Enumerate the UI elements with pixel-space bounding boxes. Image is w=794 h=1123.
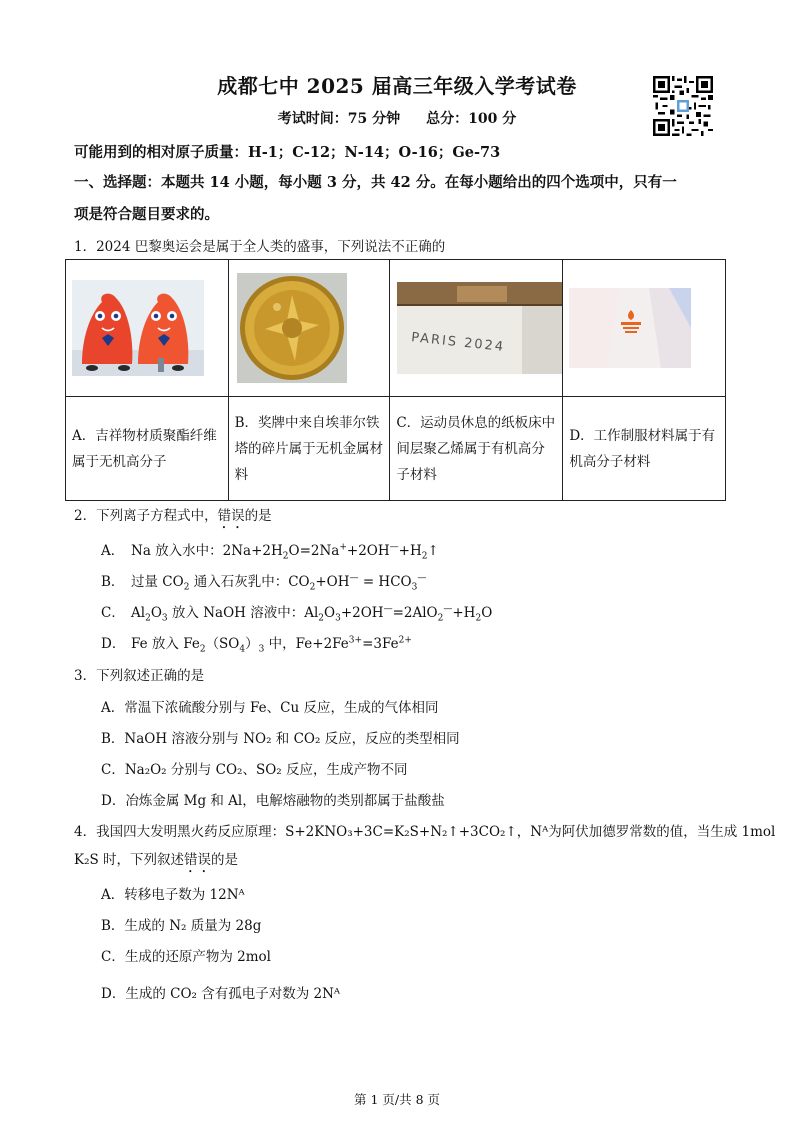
paris-2024-label: PARIS 2024 [410, 330, 507, 355]
q4-option-d: D．生成的 CO₂ 含有孤电子对数为 2Nᴬ [101, 986, 341, 1002]
q1-option-b: B．奖牌中来自埃菲尔铁塔的碎片属于无机金属材料 [228, 397, 390, 501]
section1-line2: 项是符合题目要求的。 [74, 206, 219, 223]
q3-option-b: B．NaOH 溶液分别与 NO₂ 和 CO₂ 反应，反应的类型相同 [101, 731, 460, 747]
q1-image-cell-d [563, 260, 726, 397]
medal-image [237, 273, 347, 383]
q4-option-b: B．生成的 N₂ 质量为 28g [101, 918, 262, 934]
page-footer: 第 1 页/共 8 页 [353, 1092, 440, 1107]
atomic-masses: 可能用到的相对原子质量：H-1；C-12；N-14；O-16；Ge-73 [74, 144, 501, 161]
q4-stem-line2: K₂S 时，下列叙述错误的是 [74, 852, 239, 868]
cardboard-bed-image [397, 282, 562, 374]
q3-option-c: C．Na₂O₂ 分别与 CO₂、SO₂ 反应，生成产物不同 [101, 762, 408, 778]
exam-title: 成都七中 2025 届高三年级入学考试卷 [217, 74, 577, 98]
q1-table [65, 259, 726, 501]
q1-image-cell-b [228, 260, 390, 397]
q4-stem-line1: 4．我国四大发明黑火药反应原理：S+2KNO₃+3C=K₂S+N₂↑+3CO₂↑，Nᴬ为阿伏加德罗常数的值，当生成 1mol [74, 824, 776, 840]
q2-option-d: D． Fe 放入 $Fe_2(SO_4)_3$ 中，$Fe+2Fe^{3+}=3Fe^{2+}$ [101, 635, 412, 655]
mascot-image [72, 280, 204, 376]
q1-image-cell-c [390, 260, 563, 397]
qr-code-icon [653, 76, 713, 136]
q1-stem: 1．2024 巴黎奥运会是属于全人类的盛事，下列说法不正确的 [74, 239, 446, 255]
q1-option-a: A．吉祥物材质聚酯纤维属于无机高分子 [66, 397, 229, 501]
exam-score: 总分：100 分 [426, 111, 517, 127]
q3-stem: 3．下列叙述正确的是 [74, 668, 205, 684]
q2-option-a: A． Na 放入水中：$2Na+2H_2O=2Na^++2OH^—+H_2↑$ [101, 542, 439, 562]
uniform-image [569, 288, 691, 368]
q3-option-a: A．常温下浓硫酸分别与 Fe、Cu 反应，生成的气体相同 [101, 700, 439, 716]
q3-option-d: D．冶炼金属 Mg 和 Al，电解熔融物的类别都属于盐酸盐 [101, 793, 445, 809]
q1-option-d: D．工作制服材料属于有机高分子材料 [563, 397, 726, 501]
section1-line1: 一、选择题：本题共 14 小题，每小题 3 分，共 42 分。在每小题给出的四个选项中，只有一 [74, 174, 677, 191]
q4-option-a: A．转移电子数为 12Nᴬ [101, 887, 245, 903]
exam-time: 考试时间：75 分钟 [277, 111, 401, 127]
q2-stem: 2．下列离子方程式中，错误的是 [74, 508, 272, 524]
q2-option-c: C． $Al_2O_3$ 放入 NaOH 溶液中：$Al_2O_3+2OH^—=2AlO_2^—+H_2O$ [101, 604, 493, 624]
q1-image-cell-a [66, 260, 229, 397]
q2-option-b: B． 过量 $CO_2$ 通入石灰乳中：$CO_2+OH^— = HCO_3^—$ [101, 573, 427, 593]
q1-option-c: C．运动员休息的纸板床中间层聚乙烯属于有机高分子材料 [390, 397, 563, 501]
q4-option-c: C．生成的还原产物为 2mol [101, 949, 271, 965]
